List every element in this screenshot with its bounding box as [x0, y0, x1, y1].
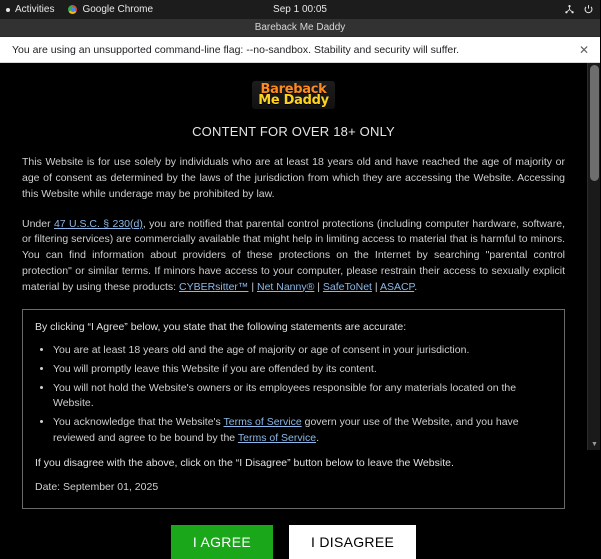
- parental-controls-paragraph: [22, 217, 565, 296]
- paragraph2-pre: Under: [22, 217, 54, 230]
- agreement-intro: By clicking “I Agree” below, you state that the following statements are accurate:: [35, 321, 407, 334]
- site-logo[interactable]: [22, 81, 565, 110]
- page-viewport: [0, 63, 600, 550]
- close-icon[interactable]: ✕: [578, 42, 590, 57]
- list-item: • You are at least 18 years old and the age of majority or age of consent in your jurisdiction.: [53, 343, 552, 359]
- logo-badge: [252, 81, 335, 109]
- law-link[interactable]: 47 U.S.C. § 230(d): [53, 217, 143, 230]
- list-item: [53, 415, 552, 447]
- bullet4-mid: govern your use of the Website, and you have reviewed and agree to be bound by the: [53, 416, 519, 444]
- agreement-box: [22, 309, 565, 509]
- chrome-icon: [68, 5, 77, 14]
- logo-line-1: Bareback: [260, 82, 327, 97]
- provider-link-netnanny[interactable]: Net Nanny®: [257, 280, 315, 293]
- system-top-bar: [0, 0, 600, 19]
- infobar-message: You are using an unsupported command-line flag: --no-sandbox. Stability and security will suffer.: [12, 43, 460, 56]
- app-menu-button[interactable]: [68, 4, 153, 15]
- providers-end: .: [414, 280, 418, 293]
- top-bar-left: [6, 4, 153, 15]
- dot-indicator-icon: [6, 8, 10, 12]
- terms-of-service-link-2[interactable]: Terms of Service: [237, 431, 317, 444]
- disagree-button[interactable]: I DISAGREE: [289, 525, 416, 559]
- command-line-flag-infobar: [0, 37, 600, 63]
- provider-link-safetonet[interactable]: SafeToNet: [322, 280, 372, 293]
- top-bar-right: [564, 4, 594, 15]
- clock[interactable]: Sep 1 00:05: [273, 4, 327, 15]
- paragraph2-post: , you are notified that parental control protections (including computer hardware, software, or filtering services) are commercially available that might help in limiting access to material that is harmful to minors. You can find information about providers of these protections on the Internet by searching "parental control protection" or similar terms. If minors have access to your computer, please restrain their access to sexually explicit material by using these products:: [22, 217, 566, 293]
- page-scrollbar[interactable]: [587, 63, 600, 450]
- list-item: • You will promptly leave this Website if you are offended by its content.: [53, 362, 552, 378]
- sep-2: |: [314, 280, 323, 293]
- list-item: • You will not hold the Website's owners or its employees responsible for any materials located on the Website.: [53, 381, 552, 413]
- activities-label: Activities: [15, 4, 55, 15]
- bullet4-post: .: [316, 431, 319, 444]
- window-titlebar[interactable]: [0, 19, 600, 37]
- sep-3: |: [371, 280, 380, 293]
- agreement-bullet-list: [35, 343, 552, 447]
- age-statement-paragraph: This Website is for use solely by individuals who are at least 18 years old and have reached the age of majority or age of consent as determined by the laws of the jurisdiction from which they are accessing the Website. Accessing this Website while underage may be prohibited by law.: [22, 156, 565, 200]
- disagree-instructions: If you disagree with the above, click on the “I Disagree” button below to leave the Website.: [35, 456, 454, 469]
- age-verification-page: [0, 63, 587, 550]
- terms-of-service-link-1[interactable]: Terms of Service: [223, 416, 302, 428]
- app-name-label: Google Chrome: [82, 4, 154, 15]
- provider-link-cybersitter[interactable]: CYBERsitter™: [179, 280, 249, 293]
- browser-window: [0, 19, 600, 550]
- sep-1: |: [248, 280, 257, 293]
- agreement-date: Date: September 01, 2025: [35, 481, 159, 494]
- network-icon[interactable]: [564, 4, 575, 15]
- activities-button[interactable]: [6, 4, 54, 15]
- scroll-down-icon[interactable]: ▼: [591, 441, 598, 448]
- logo-line-2: Me Daddy: [258, 93, 329, 108]
- bullet4-pre: You acknowledge that the Website's: [53, 416, 224, 428]
- page-title: CONTENT FOR OVER 18+ ONLY: [192, 123, 395, 139]
- scrollbar-thumb[interactable]: [590, 65, 599, 181]
- power-icon[interactable]: [583, 4, 594, 15]
- action-buttons: [22, 525, 565, 559]
- agree-button[interactable]: I AGREE: [171, 525, 273, 559]
- provider-link-asacp[interactable]: ASACP: [379, 280, 415, 293]
- window-title: Bareback Me Daddy: [254, 22, 346, 33]
